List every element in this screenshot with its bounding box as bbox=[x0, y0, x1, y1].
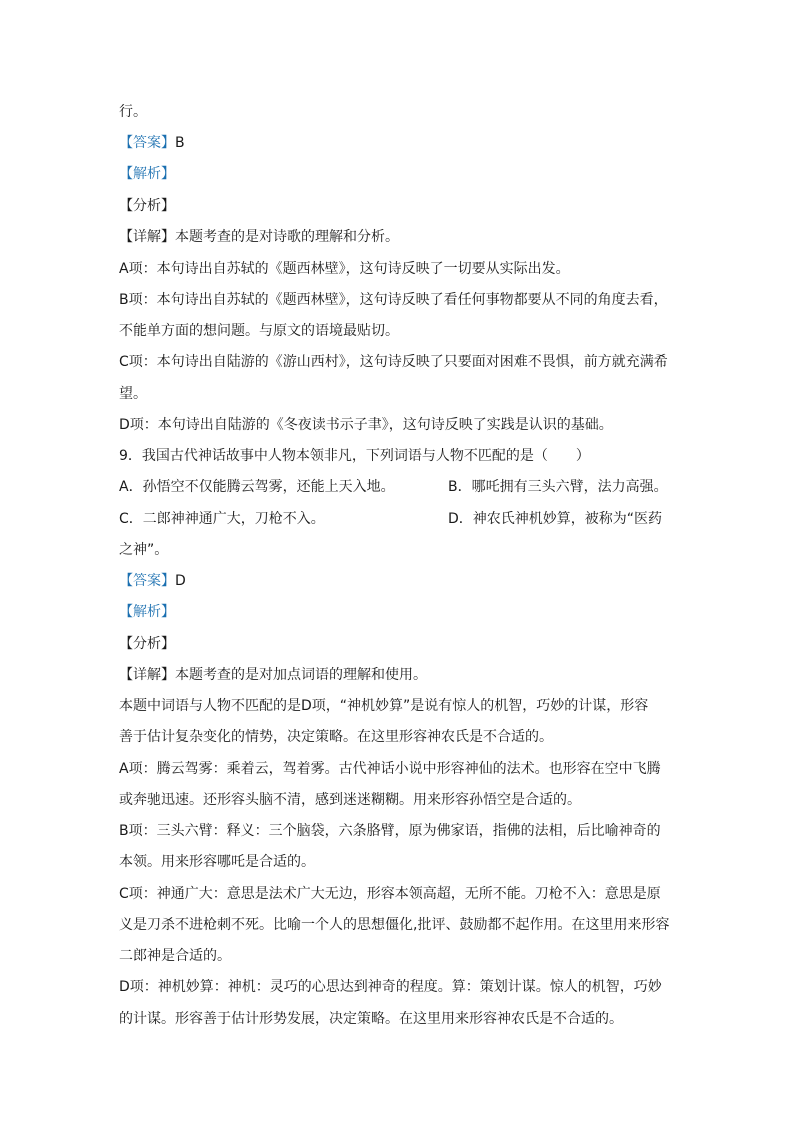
q9-a-line2: 或奔驰迅速。还形容头脑不清，感到迷迷糊糊。用来形容孙悟空是合适的。 bbox=[119, 792, 581, 808]
answer-value: D bbox=[175, 573, 186, 589]
q9-fenxi-tag: 【分析】 bbox=[119, 636, 175, 652]
q8-option-d: D项：本句诗出自陆游的《冬夜读书示子聿》，这句诗反映了实践是认识的基础。 bbox=[119, 417, 613, 433]
q9-choice-a: A．孙悟空不仅能腾云驾雾，还能上天入地。 bbox=[119, 479, 395, 495]
q9-explain-line1: 本题中词语与人物不匹配的是D项，“神机妙算”是说有惊人的机智，巧妙的计谋，形容 bbox=[119, 698, 649, 714]
q9-choice-d: D．神农氏神机妙算，被称为“医药 bbox=[448, 511, 663, 527]
q8-option-a: A项：本句诗出自苏轼的《题西林壁》，这句诗反映了一切要从实际出发。 bbox=[119, 261, 570, 277]
q9-a-line1: A项：腾云驾雾：乘着云，驾着雾。古代神话小说中形容神仙的法术。也形容在空中飞腾 bbox=[119, 761, 661, 777]
q9-answer bbox=[119, 573, 186, 589]
detail-tag: 【详解】 bbox=[119, 667, 175, 683]
q9-choices-row1 bbox=[119, 479, 679, 495]
q9-explain-line2: 善于估计复杂变化的情势，决定策略。在这里形容神农氏是不合适的。 bbox=[119, 729, 553, 745]
q9-c-line1: C项：神通广大：意思是法术广大无边，形容本领高超，无所不能。刀枪不入：意思是原 bbox=[119, 886, 661, 902]
q8-fenxi-tag: 【分析】 bbox=[119, 198, 175, 214]
q8-detail bbox=[119, 229, 399, 245]
q9-c-line2: 义是刀杀不进枪刺不死。比喻一个人的思想僵化,批评、鼓励都不起作用。在这里用来形容 bbox=[119, 917, 670, 933]
q9-choice-c: C．二郎神神通广大，刀枪不入。 bbox=[119, 511, 325, 527]
answer-tag: 【答案】 bbox=[119, 135, 175, 151]
q9-b-line2: 本领。用来形容哪吒是合适的。 bbox=[119, 854, 315, 870]
q8-tail-text: 行。 bbox=[119, 104, 147, 120]
q9-b-line1: B项：三头六臂：释义：三个脑袋，六条胳臂，原为佛家语，指佛的法相，后比喻神奇的 bbox=[119, 823, 661, 839]
detail-tag: 【详解】 bbox=[119, 229, 175, 245]
q9-choice-d-line2: 之神”。 bbox=[119, 542, 169, 558]
q8-analysis-tag: 【解析】 bbox=[119, 166, 175, 182]
q9-choice-b: B．哪吒拥有三头六臂，法力高强。 bbox=[448, 479, 668, 495]
q8-option-b-line2: 不能单方面的想问题。与原文的语境最贴切。 bbox=[119, 323, 399, 339]
detail-text: 本题考查的是对诗歌的理解和分析。 bbox=[175, 229, 399, 245]
q8-option-c-line1: C项：本句诗出自陆游的《游山西村》，这句诗反映了只要面对困难不畏惧，前方就充满希 bbox=[119, 354, 668, 370]
q8-option-b-line1: B项：本句诗出自苏轼的《题西林壁》，这句诗反映了看任何事物都要从不同的角度去看， bbox=[119, 292, 668, 308]
answer-value: B bbox=[175, 135, 185, 151]
q9-d-line1: D项：神机妙算：神机：灵巧的心思达到神奇的程度。算：策划计谋。惊人的机智，巧妙 bbox=[119, 979, 662, 995]
q8-answer bbox=[119, 135, 185, 151]
q9-stem: 9．我国古代神话故事中人物本领非凡，下列词语与人物不匹配的是（ ） bbox=[119, 448, 590, 464]
q9-d-line2: 的计谋。形容善于估计形势发展，决定策略。在这里用来形容神农氏是不合适的。 bbox=[119, 1011, 623, 1027]
q9-choices-row2 bbox=[119, 511, 679, 527]
detail-text: 本题考查的是对加点词语的理解和使用。 bbox=[175, 667, 427, 683]
answer-tag: 【答案】 bbox=[119, 573, 175, 589]
q8-option-c-line2: 望。 bbox=[119, 386, 147, 402]
q9-c-line3: 二郎神是合适的。 bbox=[119, 948, 231, 964]
q9-analysis-tag: 【解析】 bbox=[119, 604, 175, 620]
q9-detail bbox=[119, 667, 427, 683]
